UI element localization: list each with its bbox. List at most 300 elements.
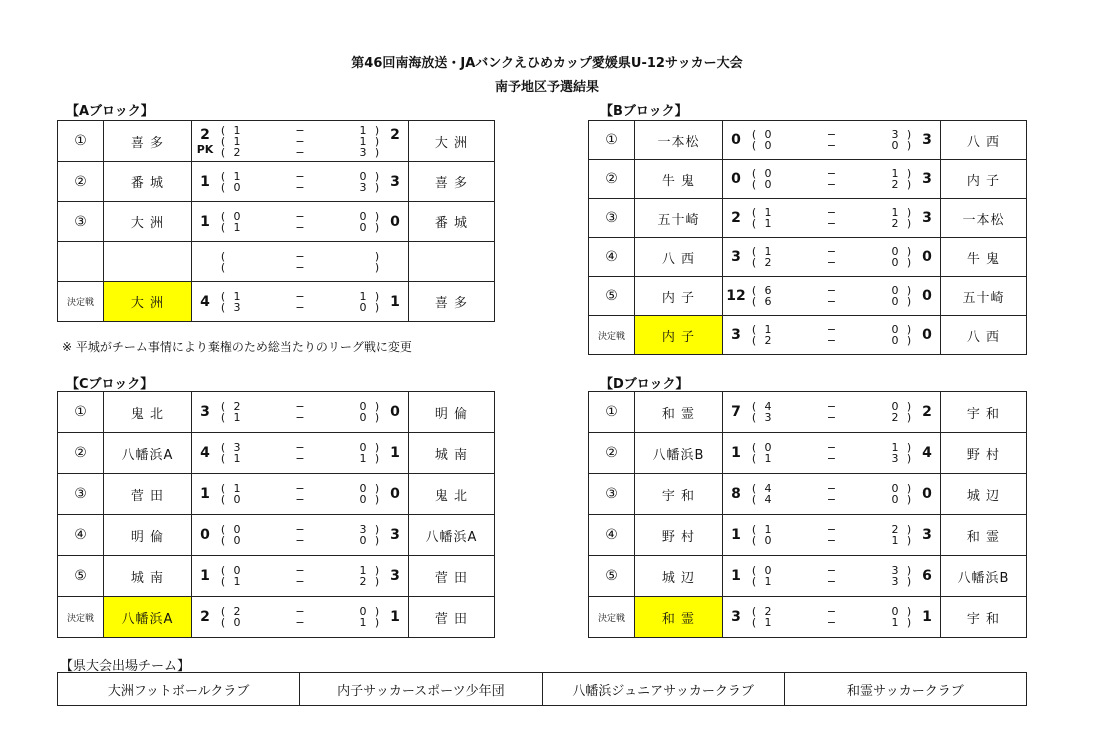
- match-number: ⑤: [589, 277, 635, 316]
- score-punctuation: −: [295, 145, 305, 159]
- score-cell: [723, 392, 941, 433]
- half-goal: 0: [233, 180, 241, 194]
- home-team: 城 南: [104, 556, 192, 597]
- half-goal: 3: [891, 128, 899, 141]
- score-punctuation: −: [295, 134, 305, 148]
- score-punctuation: (: [220, 493, 226, 506]
- score-punctuation: (: [220, 564, 226, 577]
- match-row: [58, 515, 495, 556]
- home-team: 五十崎: [635, 199, 723, 238]
- second-half: [749, 296, 914, 307]
- score-wrap: [192, 251, 408, 273]
- half-goal: 0: [891, 400, 899, 413]
- score-punctuation: (: [220, 169, 226, 183]
- half-goal: 2: [891, 411, 899, 424]
- match-row: [58, 162, 495, 202]
- score-punctuation: −: [826, 245, 837, 258]
- score-punctuation: ): [906, 441, 912, 454]
- home-score: 8: [731, 486, 741, 502]
- home-score: 3: [731, 327, 741, 343]
- match-row: [589, 433, 1027, 474]
- score-cell: [723, 121, 941, 160]
- first-half: [218, 125, 382, 136]
- home-team: 明 倫: [104, 515, 192, 556]
- half-goal: 1: [764, 323, 772, 336]
- away-total: [914, 609, 940, 625]
- half-goal: 1: [233, 452, 241, 465]
- match-row: [589, 277, 1027, 316]
- score-cell: [723, 238, 941, 277]
- match-row: [589, 515, 1027, 556]
- score-punctuation: −: [826, 334, 837, 347]
- qualified-label: 【県大会出場チーム】: [60, 659, 191, 674]
- score-punctuation: −: [826, 523, 837, 536]
- score-punctuation: (: [220, 523, 226, 536]
- score-punctuation: −: [295, 300, 305, 314]
- score-punctuation: ): [906, 482, 912, 495]
- score-punctuation: ): [374, 575, 380, 588]
- half-goal: 4: [764, 493, 772, 506]
- score-punctuation: (: [220, 180, 226, 194]
- home-team: 野 村: [635, 515, 723, 556]
- score-cell: [192, 242, 409, 282]
- home-score: 2: [731, 210, 741, 226]
- second-half: [749, 535, 914, 546]
- second-half: [218, 136, 382, 147]
- home-score: 4: [200, 445, 210, 461]
- score-punctuation: ): [374, 523, 380, 536]
- away-total: [914, 288, 940, 304]
- half-goal: 0: [233, 534, 241, 547]
- score-punctuation: −: [826, 482, 837, 495]
- half-goal: 0: [764, 139, 772, 152]
- home-team: 牛 鬼: [635, 160, 723, 199]
- match-number: ①: [589, 392, 635, 433]
- score-punctuation: ): [906, 217, 912, 230]
- away-score: 3: [390, 527, 400, 543]
- match-row: [58, 282, 495, 322]
- home-team: 和 霊: [635, 392, 723, 433]
- home-total: [723, 171, 749, 187]
- score-punctuation: (: [220, 575, 226, 588]
- score-punctuation: ): [374, 482, 380, 495]
- score-punctuation: (: [751, 284, 757, 297]
- home-total: [192, 486, 218, 502]
- half-goal: 1: [359, 452, 367, 465]
- half-goal: 0: [891, 334, 899, 347]
- away-team: 番 城: [409, 202, 495, 242]
- score-punctuation: −: [826, 284, 837, 297]
- score-punctuation: (: [220, 300, 226, 314]
- half-goal: 0: [359, 209, 367, 223]
- block-b-label: 【Bブロック】: [600, 104, 688, 119]
- score-punctuation: −: [295, 400, 305, 413]
- away-total: [382, 404, 408, 420]
- half-goal: 2: [891, 178, 899, 191]
- home-score: 7: [731, 404, 741, 420]
- half-goal: 0: [359, 220, 367, 234]
- score-punctuation: (: [751, 575, 757, 588]
- home-total: [192, 404, 218, 420]
- half-goal: 3: [891, 564, 899, 577]
- home-total: [723, 288, 749, 304]
- away-team: 菅 田: [409, 597, 495, 638]
- half-goal: 0: [233, 564, 241, 577]
- match-row: [58, 556, 495, 597]
- home-team: 八幡浜B: [635, 433, 723, 474]
- away-score: 0: [922, 327, 932, 343]
- second-half: [749, 257, 914, 268]
- score-punctuation: −: [295, 605, 305, 618]
- half-scores: [218, 211, 382, 233]
- home-total: [723, 609, 749, 625]
- away-score: 3: [922, 210, 932, 226]
- tournament-title: 第46回南海放送・JAバンクえひめカップ愛媛県U-12サッカー大会: [351, 56, 743, 71]
- away-total: [382, 609, 408, 625]
- match-number: ③: [589, 474, 635, 515]
- score-wrap: [192, 524, 408, 546]
- score-wrap: [192, 291, 408, 313]
- half-goal: 1: [359, 564, 367, 577]
- second-half: [749, 576, 914, 587]
- score-punctuation: −: [295, 523, 305, 536]
- score-punctuation: (: [220, 145, 226, 159]
- match-number: ④: [58, 515, 104, 556]
- score-punctuation: ): [374, 493, 380, 506]
- home-total: [723, 527, 749, 543]
- match-number: ⑤: [58, 556, 104, 597]
- score-punctuation: (: [751, 167, 757, 180]
- score-cell: [192, 392, 409, 433]
- score-punctuation: −: [295, 564, 305, 577]
- half-scores: [749, 207, 914, 229]
- half-goal: 0: [891, 256, 899, 269]
- score-wrap: [723, 401, 940, 423]
- away-score: 3: [922, 132, 932, 148]
- half-goal: 1: [891, 441, 899, 454]
- home-score: 0: [731, 171, 741, 187]
- score-cell: [192, 282, 409, 322]
- score-punctuation: −: [295, 411, 305, 424]
- score-punctuation: −: [826, 534, 837, 547]
- score-punctuation: ): [374, 564, 380, 577]
- home-score: 0: [200, 527, 210, 543]
- score-punctuation: (: [751, 564, 757, 577]
- home-total: [723, 404, 749, 420]
- half-goal: 2: [764, 605, 772, 618]
- score-punctuation: −: [826, 167, 837, 180]
- half-scores: [218, 442, 382, 464]
- half-scores: [749, 483, 914, 505]
- away-team: 和 霊: [941, 515, 1027, 556]
- match-row: [589, 556, 1027, 597]
- half-goal: 0: [891, 284, 899, 297]
- half-goal: 1: [233, 411, 241, 424]
- half-goal: 1: [764, 616, 772, 629]
- half-goal: 0: [359, 534, 367, 547]
- score-punctuation: (: [751, 452, 757, 465]
- match-row: [58, 597, 495, 638]
- score-punctuation: (: [220, 441, 226, 454]
- half-goal: 1: [233, 169, 241, 183]
- qualified-team: 大洲フットボールクラブ: [58, 673, 300, 706]
- half-goal: 0: [233, 209, 241, 223]
- score-punctuation: ): [906, 452, 912, 465]
- half-goal: 2: [359, 575, 367, 588]
- score-punctuation: (: [751, 217, 757, 230]
- match-number: ②: [58, 162, 104, 202]
- score-punctuation: ): [374, 134, 380, 148]
- score-punctuation: (: [751, 534, 757, 547]
- away-team: 城 南: [409, 433, 495, 474]
- home-score: 4: [200, 293, 210, 310]
- second-half: [218, 262, 382, 273]
- pk-label: PK: [196, 142, 214, 156]
- half-goal: 0: [891, 295, 899, 308]
- second-half: [218, 412, 382, 423]
- half-goal: 0: [233, 493, 241, 506]
- second-half: [749, 617, 914, 628]
- half-scores: [218, 524, 382, 546]
- match-number: ②: [589, 160, 635, 199]
- score-punctuation: (: [220, 534, 226, 547]
- score-punctuation: −: [295, 452, 305, 465]
- score-punctuation: ): [374, 605, 380, 618]
- pk-score: [218, 147, 382, 158]
- score-punctuation: ): [906, 139, 912, 152]
- score-cell: [723, 433, 941, 474]
- match-row: [589, 597, 1027, 638]
- half-goal: 1: [359, 134, 367, 148]
- half-goal: 1: [233, 575, 241, 588]
- score-cell: [192, 202, 409, 242]
- match-row: [58, 202, 495, 242]
- match-number: ②: [58, 433, 104, 474]
- score-punctuation: −: [826, 178, 837, 191]
- score-cell: [723, 316, 941, 355]
- score-wrap: [723, 606, 940, 628]
- half-scores: [218, 251, 382, 273]
- score-punctuation: ): [906, 178, 912, 191]
- home-team: 宇 和: [635, 474, 723, 515]
- away-score: 1: [390, 293, 400, 310]
- half-goal: 2: [764, 256, 772, 269]
- away-score: 1: [390, 609, 400, 625]
- score-wrap: [723, 285, 940, 307]
- away-total: [382, 568, 408, 584]
- score-punctuation: ): [374, 249, 380, 263]
- score-punctuation: −: [826, 295, 837, 308]
- score-punctuation: −: [295, 575, 305, 588]
- half-goal: 0: [764, 534, 772, 547]
- half-scores: [749, 524, 914, 546]
- half-goal: 0: [891, 482, 899, 495]
- away-total: [382, 294, 408, 310]
- home-score: 2: [200, 126, 210, 143]
- score-punctuation: ): [906, 128, 912, 141]
- score-punctuation: ): [374, 300, 380, 314]
- home-score: 0: [731, 132, 741, 148]
- half-goal: 0: [764, 178, 772, 191]
- half-goal: 0: [233, 616, 241, 629]
- half-goal: 0: [764, 564, 772, 577]
- score-punctuation: −: [295, 249, 305, 263]
- match-row: [589, 238, 1027, 277]
- score-punctuation: −: [826, 452, 837, 465]
- home-total: [192, 127, 218, 156]
- second-half: [218, 576, 382, 587]
- half-goal: 1: [233, 289, 241, 303]
- score-punctuation: ): [906, 400, 912, 413]
- score-punctuation: (: [220, 289, 226, 303]
- away-total: [382, 486, 408, 502]
- away-team: 一本松: [941, 199, 1027, 238]
- away-score: 6: [922, 568, 932, 584]
- half-scores: [218, 565, 382, 587]
- score-punctuation: (: [751, 493, 757, 506]
- match-row: [58, 242, 495, 282]
- score-punctuation: ): [374, 616, 380, 629]
- half-goal: 0: [891, 323, 899, 336]
- score-cell: [192, 121, 409, 162]
- score-punctuation: (: [751, 400, 757, 413]
- away-score: 0: [922, 288, 932, 304]
- half-goal: 2: [891, 523, 899, 536]
- score-cell: [192, 474, 409, 515]
- block-c-table: [57, 391, 495, 638]
- half-goal: 3: [233, 300, 241, 314]
- score-punctuation: (: [751, 605, 757, 618]
- half-scores: [749, 324, 914, 346]
- half-goal: 3: [359, 180, 367, 194]
- score-punctuation: −: [295, 260, 305, 274]
- half-scores: [218, 606, 382, 628]
- away-score: 3: [390, 173, 400, 190]
- score-cell: [192, 162, 409, 202]
- score-punctuation: −: [295, 180, 305, 194]
- half-scores: [218, 483, 382, 505]
- half-goal: 1: [233, 482, 241, 495]
- home-total: [723, 327, 749, 343]
- score-punctuation: ): [374, 452, 380, 465]
- second-half: [218, 302, 382, 313]
- away-team: 五十崎: [941, 277, 1027, 316]
- score-punctuation: (: [220, 400, 226, 413]
- match-row: [589, 199, 1027, 238]
- away-team: 喜 多: [409, 282, 495, 322]
- home-score: 1: [731, 568, 741, 584]
- away-score: 0: [390, 213, 400, 230]
- second-half: [218, 182, 382, 193]
- half-goal: 3: [359, 145, 367, 159]
- score-punctuation: ): [906, 411, 912, 424]
- score-punctuation: (: [220, 209, 226, 223]
- score-punctuation: (: [751, 523, 757, 536]
- away-total: [914, 486, 940, 502]
- half-scores: [218, 125, 382, 158]
- score-wrap: [192, 125, 408, 158]
- score-punctuation: −: [826, 493, 837, 506]
- score-cell: [192, 556, 409, 597]
- score-cell: [723, 160, 941, 199]
- half-goal: 3: [233, 441, 241, 454]
- score-punctuation: (: [220, 482, 226, 495]
- half-goal: 4: [764, 482, 772, 495]
- half-goal: 0: [764, 167, 772, 180]
- away-total: [914, 568, 940, 584]
- score-punctuation: −: [826, 206, 837, 219]
- score-punctuation: −: [295, 169, 305, 183]
- home-team: 城 辺: [635, 556, 723, 597]
- match-number: ①: [58, 392, 104, 433]
- score-wrap: [723, 565, 940, 587]
- score-punctuation: ): [906, 534, 912, 547]
- half-goal: 1: [891, 206, 899, 219]
- half-goal: 2: [233, 400, 241, 413]
- second-half: [749, 218, 914, 229]
- score-punctuation: ): [374, 400, 380, 413]
- score-punctuation: ): [374, 123, 380, 137]
- away-team: 八幡浜A: [409, 515, 495, 556]
- half-goal: 0: [359, 493, 367, 506]
- half-goal: 0: [359, 300, 367, 314]
- half-scores: [749, 401, 914, 423]
- half-scores: [749, 168, 914, 190]
- final-match-label: 決定戦: [58, 282, 104, 322]
- away-team: 明 倫: [409, 392, 495, 433]
- qualified-team: 八幡浜ジュニアサッカークラブ: [542, 673, 784, 706]
- half-goal: 3: [359, 523, 367, 536]
- home-score: 1: [731, 445, 741, 461]
- score-punctuation: (: [220, 411, 226, 424]
- second-half: [749, 494, 914, 505]
- score-punctuation: ): [906, 523, 912, 536]
- home-score: 1: [200, 568, 210, 584]
- home-score: 3: [731, 609, 741, 625]
- score-punctuation: (: [751, 295, 757, 308]
- score-punctuation: −: [295, 482, 305, 495]
- score-wrap: [723, 246, 940, 268]
- score-wrap: [723, 483, 940, 505]
- home-score: 3: [731, 249, 741, 265]
- home-score: 3: [200, 404, 210, 420]
- half-goal: 3: [764, 411, 772, 424]
- match-number: ③: [58, 202, 104, 242]
- half-scores: [218, 401, 382, 423]
- score-wrap: [192, 211, 408, 233]
- away-team: 大 洲: [409, 121, 495, 162]
- half-goal: 1: [764, 217, 772, 230]
- score-wrap: [192, 171, 408, 193]
- match-row: [589, 392, 1027, 433]
- score-punctuation: −: [826, 256, 837, 269]
- match-number: ①: [589, 121, 635, 160]
- block-d-label: 【Dブロック】: [600, 377, 689, 392]
- score-wrap: [723, 324, 940, 346]
- score-wrap: [723, 442, 940, 464]
- half-goal: 1: [764, 452, 772, 465]
- winner-team: 大 洲: [104, 282, 192, 322]
- pk-spacer: [382, 143, 408, 156]
- away-team: 八 西: [941, 316, 1027, 355]
- away-score: 0: [922, 486, 932, 502]
- away-total: [914, 404, 940, 420]
- score-punctuation: ): [906, 493, 912, 506]
- away-total: [382, 214, 408, 230]
- score-punctuation: −: [295, 289, 305, 303]
- away-total: [382, 527, 408, 543]
- score-punctuation: (: [751, 411, 757, 424]
